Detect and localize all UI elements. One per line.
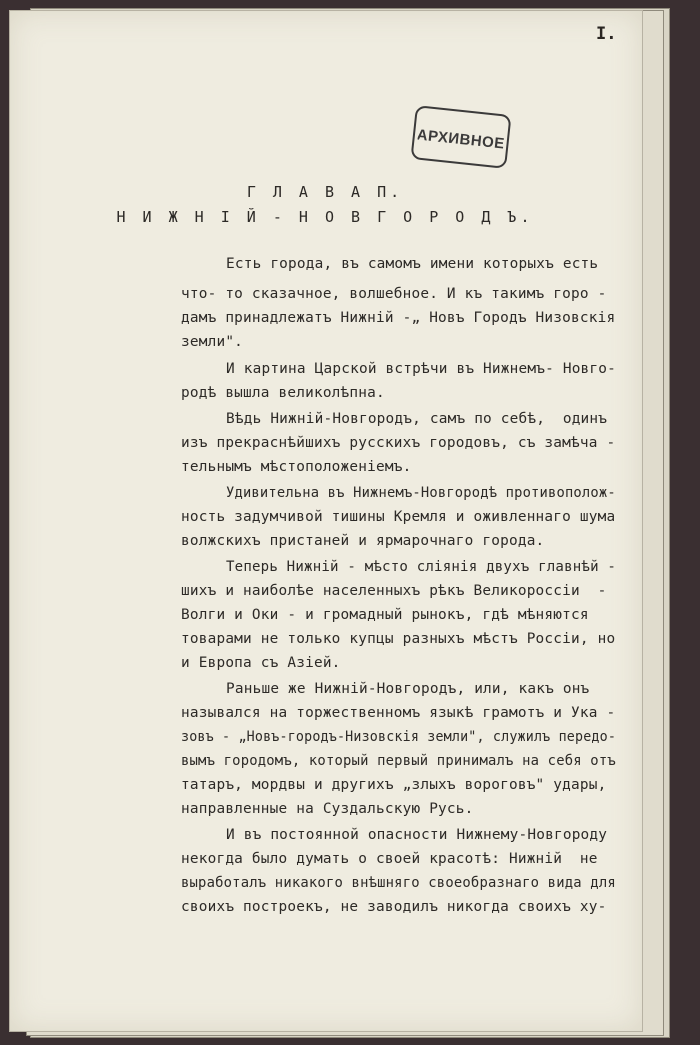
archive-stamp — [410, 105, 511, 169]
text-line: и Европа съ Азiей. — [181, 655, 341, 671]
text-line: Теперь Нижнiй - мѣсто слiянiя двухъ главнѣй - — [226, 559, 617, 575]
text-line: И картина Царской встрѣчи въ Нижнемъ- Новго- — [226, 361, 617, 377]
text-line: товарами не только купцы разныхъ мѣстъ Россiи, но — [181, 631, 616, 647]
text-line: родѣ вышла великолѣпна. — [181, 385, 385, 401]
text-line: своихъ построекъ, не заводилъ никогда своихъ ху- — [181, 899, 607, 915]
text-line: некогда было думать о своей красотѣ: Нижнiй не — [181, 851, 598, 867]
text-line: Раньше же Нижнiй-Новгородъ, или, какъ онъ — [226, 681, 590, 697]
text-line: Есть города, въ самомъ имени которыхъ есть — [226, 256, 599, 272]
text-line: шихъ и наиболѣе населенныхъ рѣкъ Великороссiи - — [181, 583, 607, 599]
text-line: зовъ - „Новъ-городъ-Низовскiя земли", служилъ передо- — [181, 729, 617, 745]
text-line: татаръ, мордвы и другихъ „злыхъ вороговъ" удары, — [181, 777, 607, 793]
text-line: что- то сказачное, волшебное. И къ такимъ горо - — [181, 286, 607, 302]
page-number: I. — [596, 24, 617, 44]
text-line: направленные на Суздальскую Русь. — [181, 801, 474, 817]
text-line: волжскихъ пристаней и ярмарочнаго города. — [181, 533, 545, 549]
text-line: изъ прекраснѣйшихъ русскихъ городовъ, съ замѣча - — [181, 435, 616, 451]
text-line: вымъ городомъ, который первый принималъ на себя отъ — [181, 753, 616, 769]
text-line: Волги и Оки - и громадный рынокъ, гдѣ мѣняются — [181, 607, 589, 623]
stamp-text: АРХИВНОЕ — [416, 126, 506, 153]
text-line: дамъ принадлежатъ Нижнiй -„ Новъ Городъ Низовскiя — [181, 310, 616, 326]
text-line: И въ постоянной опасности Нижнему-Новгороду — [226, 827, 608, 843]
text-line: тельнымъ мѣстоположенiемъ. — [181, 459, 412, 475]
text-line: выработалъ никакого внѣшняго своеобразнаго вида для — [181, 875, 616, 891]
text-line: Удивительна въ Нижнемъ-Новгородѣ противополож- — [226, 485, 616, 501]
text-line: ность задумчивой тишины Кремля и оживленнаго шума — [181, 509, 616, 525]
chapter-label: Г Л А В А П. — [246, 183, 404, 201]
chapter-title: Н И Ж Н I Й - Н О В Г О Р О Д Ъ. — [116, 208, 534, 226]
text-line: назывался на торжественномъ языкѣ грамотъ и Ука - — [181, 705, 616, 721]
text-line: земли". — [181, 334, 244, 350]
text-line: Вѣдь Нижнiй-Новгородъ, самъ по себѣ, одинъ — [226, 411, 608, 427]
